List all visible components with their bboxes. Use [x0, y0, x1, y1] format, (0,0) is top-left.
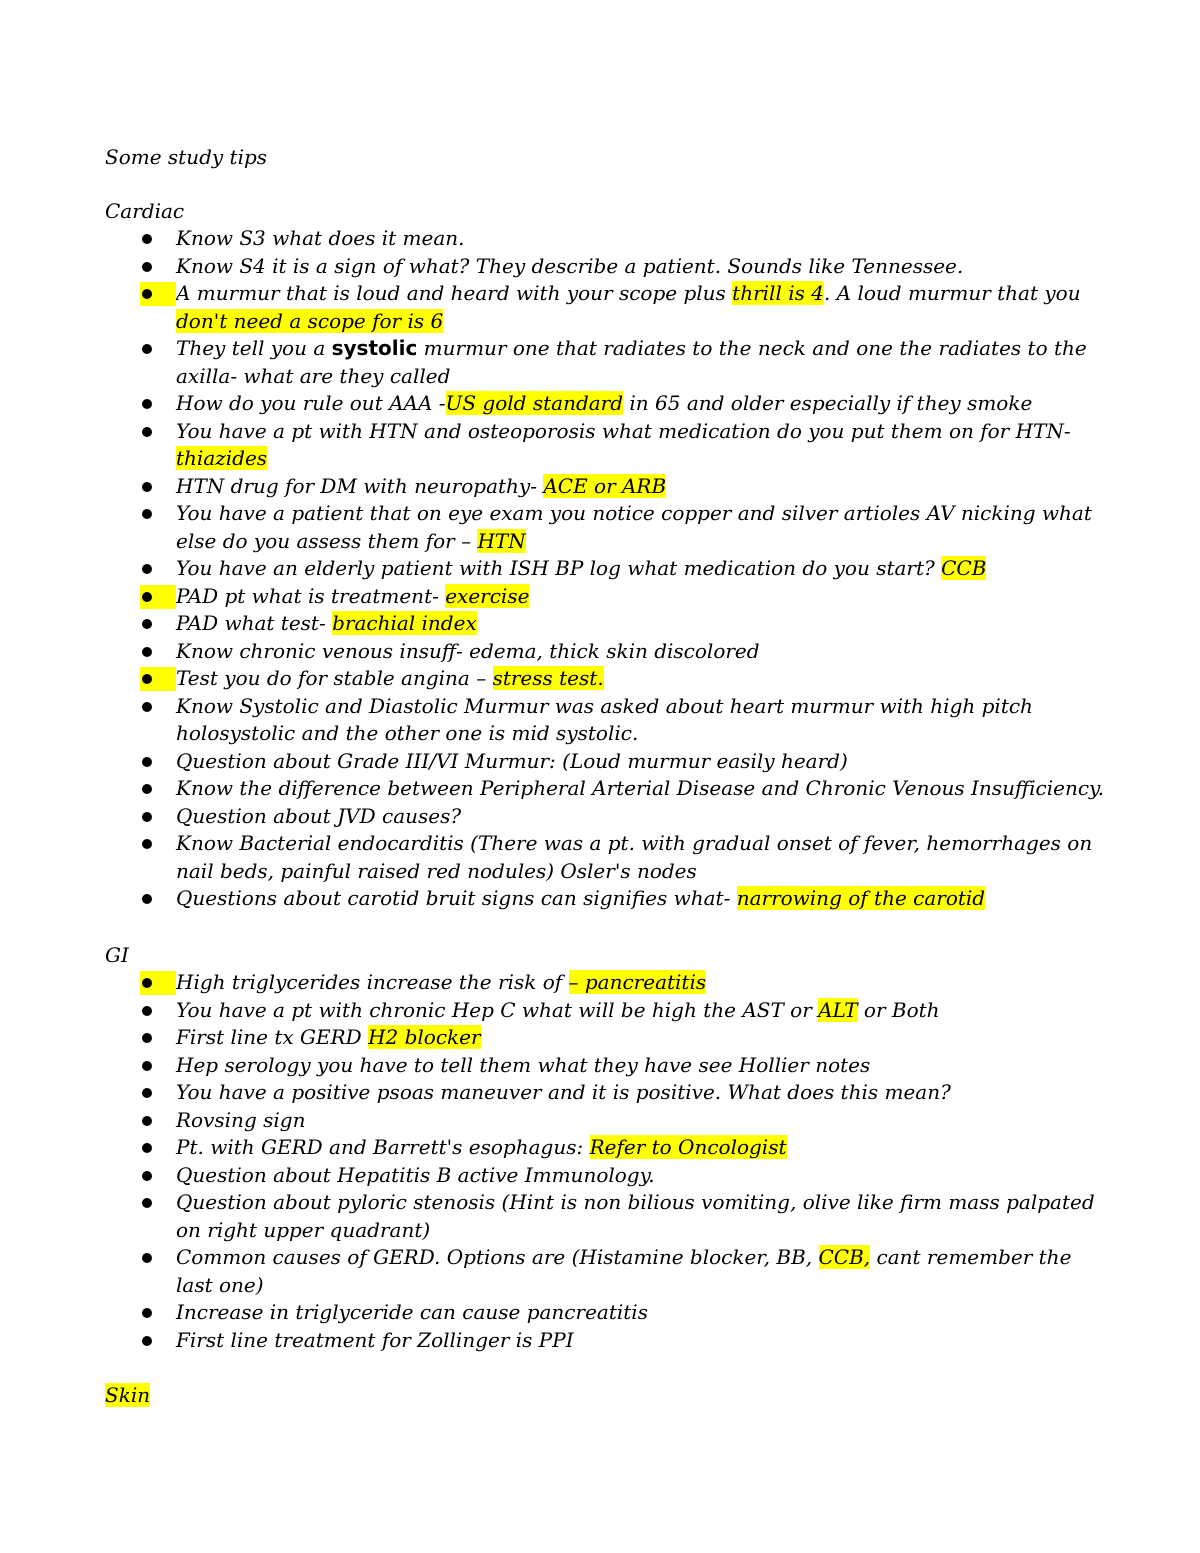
list-item [0, 997, 1106, 1025]
list-item [0, 555, 1106, 583]
list-item [0, 1134, 1106, 1162]
bullet-icon [142, 1253, 152, 1263]
list-item [0, 1299, 1106, 1327]
item-text: You have a pt with HTN and osteoporosis what medication do you put them on for HTN- [176, 418, 1071, 443]
list-item [0, 1244, 1106, 1299]
bullet-icon [142, 674, 152, 684]
list-item [0, 1024, 1106, 1052]
list-item [0, 1189, 1106, 1244]
highlighted-text: stress test. [492, 666, 604, 690]
bullet-icon [142, 234, 152, 244]
cardiac-list [0, 225, 1200, 913]
bullet-icon [142, 619, 152, 629]
highlighted-text: H2 blocker [368, 1025, 481, 1049]
highlighted-text: thiazides [176, 446, 268, 470]
highlighted-text: ALT [818, 997, 858, 1022]
bullet-icon [142, 978, 152, 988]
bullet-icon [142, 812, 152, 822]
list-item [0, 748, 1106, 776]
highlighted-text: US gold standard [445, 391, 624, 415]
list-item [0, 803, 1106, 831]
item-text: PAD pt what is treatment- [176, 583, 446, 608]
item-text: Question about JVD causes? [176, 803, 462, 828]
list-item [0, 583, 1106, 611]
bullet-icon [142, 1061, 152, 1071]
list-item [0, 969, 1106, 997]
item-text: Know Systolic and Diastolic Murmur was asked about heart murmur with high pitch holosystolic and the other one is mid systolic. [176, 693, 1033, 745]
bullet-icon [142, 894, 152, 904]
item-text: Know S3 what does it mean. [176, 226, 465, 250]
list-item [0, 280, 1106, 335]
bullet-icon [142, 1336, 152, 1346]
section-heading-cardiac: Cardiac [105, 199, 185, 223]
bullet-icon [142, 647, 152, 657]
item-text: High triglycerides increase the risk of [176, 970, 569, 994]
list-item [0, 390, 1106, 418]
item-text: Test you do for stable angina – [176, 666, 493, 690]
highlighted-text: brachial index [332, 611, 477, 635]
item-text: HTN drug for DM with neuropathy- [176, 473, 544, 498]
bullet-icon [142, 344, 152, 354]
section-heading-gi: GI [105, 943, 129, 967]
item-text: Common causes of GERD. Options are (Histamine blocker, BB, [176, 1245, 819, 1269]
list-item [0, 830, 1106, 885]
bullet-icon [142, 427, 152, 437]
item-text: . A loud murmur that you [823, 281, 1081, 305]
bullet-icon [142, 1171, 152, 1181]
bullet-icon [142, 1088, 152, 1098]
gi-list [0, 969, 1200, 1354]
item-text: How do you rule out AAA - [176, 391, 446, 415]
bullet-icon [142, 1308, 152, 1318]
item-text: Questions about carotid bruit signs can signifies what- [176, 886, 737, 910]
bullet-icon [142, 1033, 152, 1043]
highlighted-text: narrowing of the carotid [736, 886, 986, 910]
list-item [0, 610, 1106, 638]
list-item [0, 693, 1106, 748]
highlighted-text: HTN [477, 528, 526, 553]
item-text: Question about Grade III/VI Murmur: (Loud murmur easily heard) [176, 748, 848, 773]
item-text: First line treatment for Zollinger is PPI [176, 1327, 574, 1352]
page-title: Some study tips [105, 145, 268, 169]
bullet-icon [142, 1006, 152, 1016]
list-item [0, 418, 1106, 473]
item-text: in 65 and older especially if they smoke [623, 391, 1033, 415]
item-text: Hep serology you have to tell them what they have see Hollier notes [176, 1052, 871, 1077]
item-text: First line tx GERD [176, 1025, 369, 1049]
highlighted-text: ACE or ARB [543, 473, 667, 498]
bullet-icon [142, 757, 152, 767]
list-item [0, 775, 1106, 803]
item-text: Know S4 it is a sign of what? They describe a patient. Sounds like Tennessee. [176, 253, 964, 278]
item-text: Increase in triglyceride can cause pancreatitis [176, 1300, 648, 1324]
item-text: Question about pyloric stenosis (Hint is non bilious vomiting, olive like firm mass palpated on right upper quadrant) [176, 1190, 1095, 1242]
list-item [0, 473, 1106, 501]
list-item [0, 500, 1106, 555]
highlighted-text: don't need a scope for is 6 [176, 308, 444, 333]
list-item [0, 1052, 1106, 1080]
item-text: Pt. with GERD and Barrett's esophagus: [176, 1135, 590, 1159]
item-text: You have a positive psoas maneuver and it is positive. What does this mean? [176, 1080, 951, 1104]
highlighted-text: Refer to Oncologist [589, 1135, 787, 1159]
list-item [0, 885, 1106, 913]
bullet-icon [142, 509, 152, 519]
item-text: or Both [857, 997, 940, 1022]
bullet-icon [142, 564, 152, 574]
bullet-icon [142, 289, 152, 299]
list-item [0, 638, 1106, 666]
highlighted-text: CCB, [818, 1245, 871, 1269]
bullet-icon [142, 784, 152, 794]
bullet-icon [142, 839, 152, 849]
item-text: PAD what test- [176, 611, 333, 635]
item-text: Know chronic venous insuff- edema, thick skin discolored [176, 638, 760, 663]
bullet-icon [142, 1143, 152, 1153]
list-item [0, 665, 1106, 693]
list-item [0, 1327, 1106, 1355]
list-item [0, 1162, 1106, 1190]
bullet-icon [142, 1116, 152, 1126]
item-text: You have a pt with chronic Hep C what will be high the AST or [176, 997, 819, 1022]
bold-text: systolic [331, 336, 418, 360]
item-text: A murmur that is loud and heard with your scope plus [176, 281, 733, 305]
list-item [0, 335, 1106, 390]
item-text: You have a patient that on eye exam you notice copper and silver artioles AV nicking what else do you assess them for – [176, 501, 1092, 553]
list-item [0, 225, 1106, 253]
bullet-icon [142, 592, 152, 602]
item-text: cant remember the last one) [176, 1245, 1072, 1297]
bullet-icon [142, 1198, 152, 1208]
bullet-icon [142, 399, 152, 409]
item-text: Question about Hepatitis B active Immunology. [176, 1162, 655, 1187]
list-item [0, 1107, 1106, 1135]
bullet-icon [142, 702, 152, 712]
item-text: Rovsing sign [176, 1107, 306, 1132]
list-item [0, 1079, 1106, 1107]
highlighted-text: thrill is 4 [732, 281, 824, 305]
highlighted-text: – pancreatitis [568, 970, 707, 994]
list-item [0, 253, 1106, 281]
highlighted-text: exercise [445, 583, 530, 608]
item-text: You have an elderly patient with ISH BP log what medication do you start? [176, 556, 942, 580]
item-text: They tell you a [176, 336, 332, 360]
section-heading-skin: Skin [105, 1383, 151, 1407]
highlighted-text: CCB [941, 556, 987, 580]
bullet-icon [142, 482, 152, 492]
bullet-icon [142, 262, 152, 272]
item-text: Know the difference between Peripheral Arterial Disease and Chronic Venous Insufficiency. [176, 776, 1105, 800]
item-text: murmur one that radiates to the neck and one the radiates to the axilla- what are they called [176, 336, 1087, 388]
item-text: Know Bacterial endocarditis (There was a pt. with gradual onset of fever, hemorrhages on nail beds, painful raised red nodules) Osler's nodes [176, 831, 1093, 883]
